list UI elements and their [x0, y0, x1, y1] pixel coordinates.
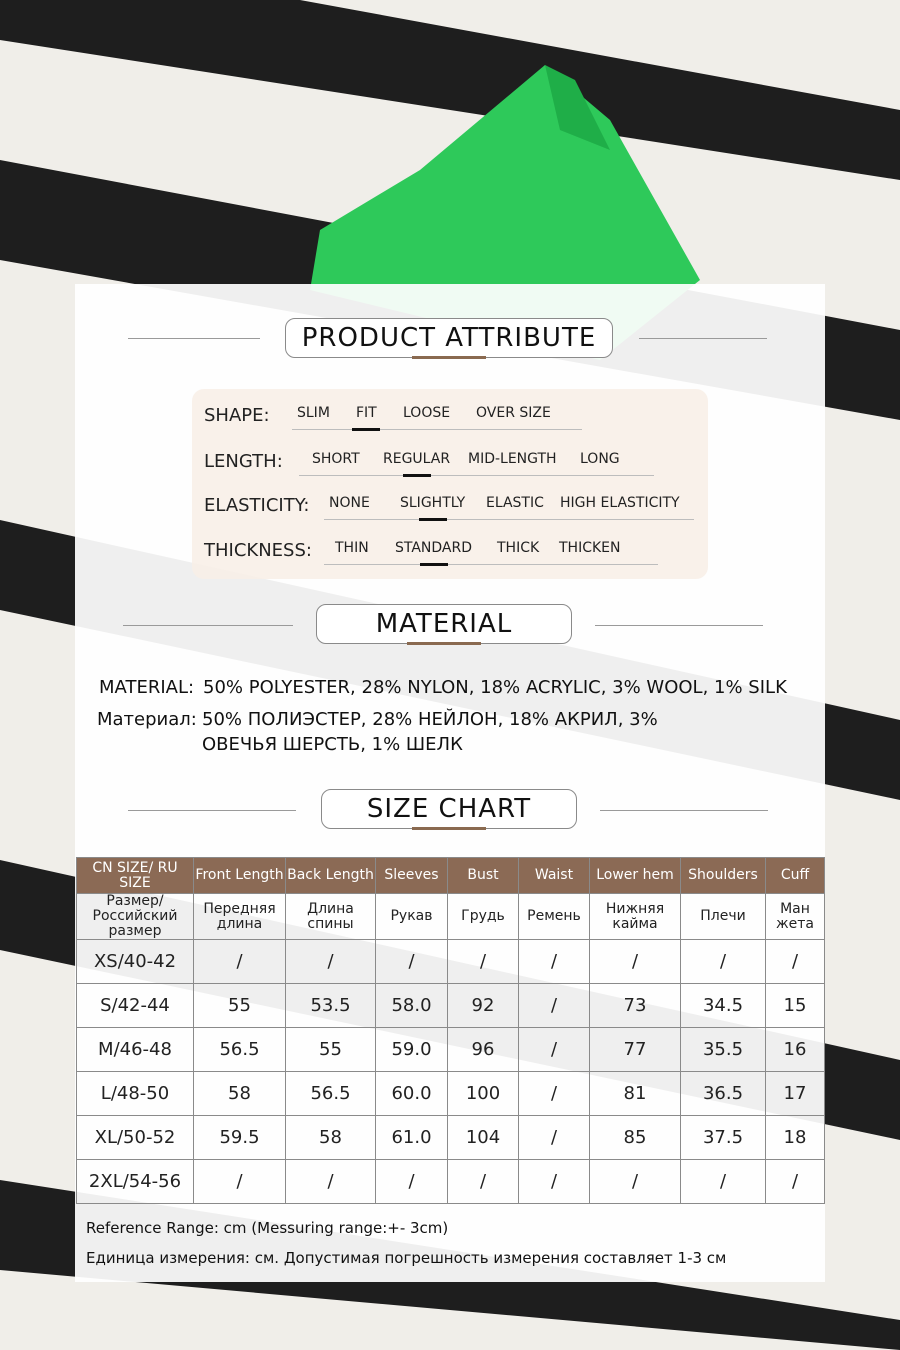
table-cell: 17 — [766, 1072, 825, 1116]
table-header-cell-ru: Грудь — [448, 894, 519, 940]
attribute-option: OVER SIZE — [476, 405, 551, 421]
table-cell: 56.5 — [194, 1028, 286, 1072]
note-en: Reference Range: cm (Messuring range:+- 3cm) — [86, 1219, 449, 1237]
table-header-cell-ru: Ман жета — [766, 894, 825, 940]
table-header-cell-ru: Рукав — [376, 894, 448, 940]
material-value-ru-line1: 50% ПОЛИЭСТЕР, 28% НЕЙЛОН, 18% АКРИЛ, 3% — [202, 709, 658, 730]
table-row — [77, 1116, 825, 1160]
attribute-option: THIN — [335, 540, 369, 556]
table-header-cell-ru: Плечи — [681, 894, 766, 940]
attribute-row-elasticity — [204, 493, 694, 523]
table-header-cell: Cuff — [766, 858, 825, 894]
attribute-option-selected: STANDARD — [395, 540, 473, 556]
table-cell: 16 — [766, 1028, 825, 1072]
table-cell: / — [194, 940, 286, 984]
table-cell: 61.0 — [376, 1116, 448, 1160]
table-cell: 104 — [448, 1116, 519, 1160]
divider-right — [639, 338, 767, 339]
table-cell: / — [448, 1160, 519, 1204]
attribute-label: ELASTICITY: — [204, 495, 310, 516]
table-cell: / — [376, 940, 448, 984]
table-cell: / — [766, 940, 825, 984]
table-cell: / — [448, 940, 519, 984]
table-header-cell: Back Length — [286, 858, 376, 894]
table-cell: 59.5 — [194, 1116, 286, 1160]
divider-left — [128, 810, 296, 811]
table-cell: 18 — [766, 1116, 825, 1160]
material-value-en: 50% POLYESTER, 28% NYLON, 18% ACRYLIC, 3% WOOL, 1% SILK — [203, 677, 787, 698]
table-cell: 15 — [766, 984, 825, 1028]
table-header-cell-ru: Нижняя кайма — [590, 894, 681, 940]
table-cell: 55 — [194, 984, 286, 1028]
table-cell: 58 — [286, 1116, 376, 1160]
table-row — [77, 940, 825, 984]
table-cell: 77 — [590, 1028, 681, 1072]
attribute-option: ELASTIC — [486, 495, 544, 511]
table-header-row-en — [77, 858, 825, 894]
attribute-panel — [192, 389, 708, 579]
material-value-ru-line2: ОВЕЧЬЯ ШЕРСТЬ, 1% ШЕЛК — [202, 734, 463, 755]
note-ru: Единица измерения: см. Допустимая погрешность измерения составляет 1-3 см — [86, 1249, 727, 1267]
table-header-row-ru — [77, 894, 825, 940]
attribute-option: SHORT — [312, 451, 360, 467]
table-cell: 60.0 — [376, 1072, 448, 1116]
attribute-option: THICK — [497, 540, 540, 556]
table-cell: / — [519, 1160, 590, 1204]
attribute-label: LENGTH: — [204, 451, 283, 472]
divider-right — [595, 625, 763, 626]
table-cell: 92 — [448, 984, 519, 1028]
table-cell: 36.5 — [681, 1072, 766, 1116]
attribute-row-thickness — [204, 538, 694, 568]
table-cell: 73 — [590, 984, 681, 1028]
size-chart-title: SIZE CHART — [321, 789, 577, 829]
table-header-cell: Front Length — [194, 858, 286, 894]
table-cell: / — [519, 1028, 590, 1072]
table-cell: / — [519, 1072, 590, 1116]
table-cell: 81 — [590, 1072, 681, 1116]
attribute-row-length — [204, 449, 694, 479]
attribute-option: LOOSE — [403, 405, 451, 421]
table-header-cell: Waist — [519, 858, 590, 894]
table-cell: / — [519, 984, 590, 1028]
material-label-ru: Материал: — [97, 709, 197, 730]
attribute-option-selected: SLIGHTLY — [400, 495, 466, 511]
table-cell: / — [519, 1116, 590, 1160]
attribute-label: THICKNESS: — [204, 540, 312, 561]
table-cell: / — [376, 1160, 448, 1204]
attribute-option: SLIM — [297, 405, 330, 421]
size-chart-table — [76, 857, 825, 1204]
attribute-option: LONG — [580, 451, 620, 467]
attribute-option: THICKEN — [559, 540, 621, 556]
attribute-option: NONE — [329, 495, 370, 511]
table-cell: 56.5 — [286, 1072, 376, 1116]
table-header-cell: Lower hem — [590, 858, 681, 894]
table-cell: / — [681, 1160, 766, 1204]
table-header-cell-ru: Ремень — [519, 894, 590, 940]
table-cell: 37.5 — [681, 1116, 766, 1160]
table-header-cell-ru: Передняя длина — [194, 894, 286, 940]
table-cell: 85 — [590, 1116, 681, 1160]
table-cell: 34.5 — [681, 984, 766, 1028]
size-cell: L/48-50 — [77, 1072, 194, 1116]
table-cell: / — [681, 940, 766, 984]
table-header-cell: Bust — [448, 858, 519, 894]
table-row — [77, 984, 825, 1028]
size-cell: S/42-44 — [77, 984, 194, 1028]
divider-left — [123, 625, 293, 626]
attribute-row-shape — [204, 403, 694, 433]
table-header-cell-ru: Размер/ Российский размер — [77, 894, 194, 940]
table-cell: 58 — [194, 1072, 286, 1116]
attribute-option: MID-LENGTH — [468, 451, 557, 467]
material-title: MATERIAL — [316, 604, 572, 644]
table-row — [77, 1160, 825, 1204]
table-header-cell: CN SIZE/ RU SIZE — [77, 858, 194, 894]
table-header-cell: Sleeves — [376, 858, 448, 894]
table-cell: / — [286, 940, 376, 984]
table-cell: / — [286, 1160, 376, 1204]
size-cell: XL/50-52 — [77, 1116, 194, 1160]
table-cell: / — [519, 940, 590, 984]
divider-left — [128, 338, 260, 339]
material-label-en: MATERIAL: — [99, 677, 195, 698]
table-cell: 100 — [448, 1072, 519, 1116]
info-card — [75, 284, 825, 1282]
attribute-option: HIGH ELASTICITY — [560, 495, 680, 511]
table-cell: / — [590, 1160, 681, 1204]
attribute-label: SHAPE: — [204, 405, 270, 426]
table-row — [77, 1028, 825, 1072]
attribute-option-selected: FIT — [356, 405, 377, 421]
table-cell: / — [194, 1160, 286, 1204]
table-cell: / — [590, 940, 681, 984]
size-cell: M/46-48 — [77, 1028, 194, 1072]
table-cell: / — [766, 1160, 825, 1204]
product-attribute-title: PRODUCT ATTRIBUTE — [285, 318, 613, 358]
table-cell: 59.0 — [376, 1028, 448, 1072]
table-header-cell-ru: Длина спины — [286, 894, 376, 940]
table-row — [77, 1072, 825, 1116]
table-header-cell: Shoulders — [681, 858, 766, 894]
attribute-option-selected: REGULAR — [383, 451, 451, 467]
table-cell: 96 — [448, 1028, 519, 1072]
size-cell: 2XL/54-56 — [77, 1160, 194, 1204]
divider-right — [600, 810, 768, 811]
table-cell: 53.5 — [286, 984, 376, 1028]
size-cell: XS/40-42 — [77, 940, 194, 984]
table-cell: 58.0 — [376, 984, 448, 1028]
table-cell: 35.5 — [681, 1028, 766, 1072]
table-cell: 55 — [286, 1028, 376, 1072]
